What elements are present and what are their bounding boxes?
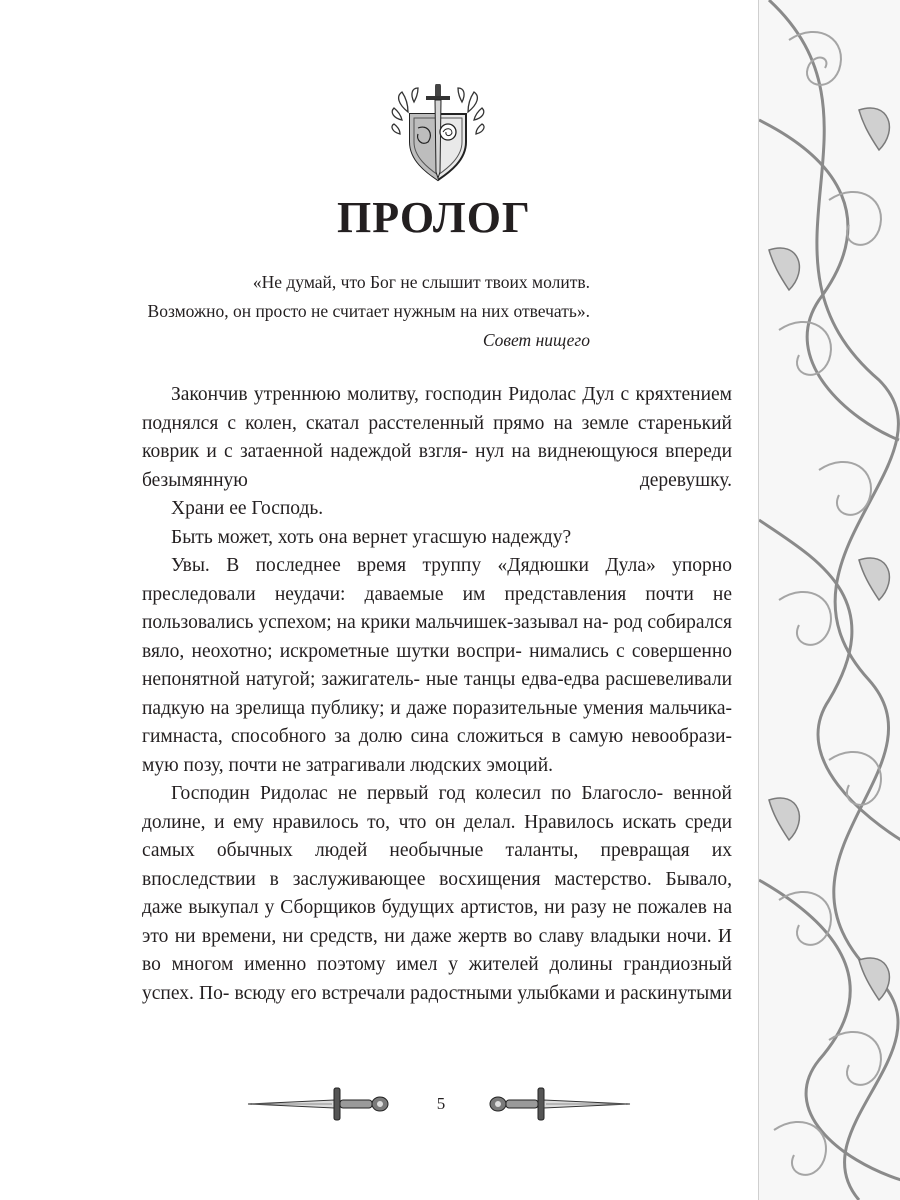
paragraph bbox=[142, 381, 732, 495]
floral-ornament-icon bbox=[759, 0, 900, 1200]
text-line: Увы. В последнее время труппу «Дядюшки Дула» упорно bbox=[171, 555, 732, 576]
text-line: способного за долю сина сложиться в самую невообрази- bbox=[230, 726, 732, 747]
text-line: ные танцы едва-едва расшевеливали падкую на зрелища bbox=[142, 669, 733, 719]
epigraph-line: «Не думай, что Бог не слышит твоих молитв. bbox=[252, 272, 590, 292]
text-line: преследовали неудачи: даваемые им представления почти bbox=[142, 583, 713, 605]
epigraph-source: Совет нищего bbox=[482, 330, 590, 350]
text-line: мастерство. Бывало, даже выкупал у Сборщиков будущих bbox=[142, 868, 732, 918]
text-line: Господин Ридолас не первый год колесил по Благосло- bbox=[171, 783, 664, 804]
text-line: искать среди самых обычных людей необычные таланты, bbox=[142, 811, 732, 861]
page-footer bbox=[246, 1080, 636, 1128]
text-line: публику; и даже поразительные умения мальчика-гимнаста, bbox=[142, 697, 732, 747]
text-line: артистов, ни разу не пожалев на это ни времени, ни средств, bbox=[142, 897, 732, 947]
paragraph bbox=[142, 524, 732, 553]
text-line: на земле старенький коврик и с затаенной надеждой взгля- bbox=[142, 412, 732, 462]
text-line: поэтому имел у жителей долины грандиозный успех. По- bbox=[142, 954, 732, 1004]
text-line: Быть может, хоть она вернет угасшую надежду? bbox=[171, 526, 572, 548]
text-line: мую позу, почти не затрагивали людских эмоций. bbox=[142, 754, 554, 776]
text-line: венной долине, и ему нравилось то, что он делал. Нравилось bbox=[142, 783, 732, 833]
chapter-title: ПРОЛОГ bbox=[337, 193, 531, 242]
paragraph bbox=[142, 495, 732, 524]
text-line: род собирался вяло, неохотно; искрометные шутки воспри- bbox=[142, 612, 733, 662]
body-text bbox=[142, 381, 732, 1008]
sword-left-icon bbox=[246, 1084, 396, 1124]
paragraph bbox=[142, 780, 732, 1008]
epigraph-line: Возможно, он просто не считает нужным на них отвечать». bbox=[147, 301, 590, 321]
shield-sword-emblem-icon bbox=[388, 84, 488, 184]
text-line: не пользовались успехом; на крики мальчишек-зазывал на- bbox=[142, 583, 732, 633]
text-line: превращая их впоследствии в заслуживающее восхищения bbox=[142, 840, 732, 890]
text-line: ни даже жертв во славу владыки ночи. И во многом именно bbox=[142, 925, 733, 975]
text-line: нимались с совершенно непонятной натугой; зажигатель- bbox=[142, 640, 733, 690]
text-line: всюду его встречали радостными улыбками и раскинутыми bbox=[234, 982, 732, 1004]
sword-right-icon bbox=[482, 1084, 632, 1124]
text-line: Закончив утреннюю молитву, господин Ридолас Дул bbox=[171, 384, 621, 405]
epigraph bbox=[0, 268, 590, 355]
ornamental-border bbox=[758, 0, 900, 1200]
text-line: Храни ее Господь. bbox=[171, 498, 324, 519]
paragraph bbox=[142, 552, 732, 780]
text-line: нул на виднеющуюся впереди безымянную деревушку. bbox=[142, 441, 733, 491]
page-number: 5 bbox=[436, 1094, 446, 1113]
text-line: с кряхтением поднялся с колен, скатал расстеленный прямо bbox=[142, 384, 732, 434]
